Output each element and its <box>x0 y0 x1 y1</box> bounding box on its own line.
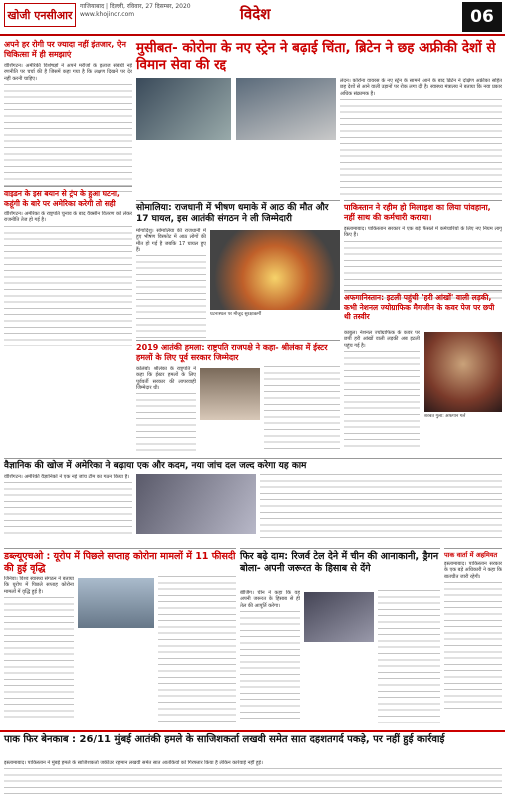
main-body <box>340 78 502 198</box>
article-right <box>444 548 502 721</box>
issue-meta <box>80 3 230 19</box>
china-body <box>240 590 300 725</box>
article-afghan <box>344 290 502 322</box>
srilanka-body <box>136 366 196 456</box>
body-text-lines <box>344 351 420 450</box>
body-text-lines <box>136 393 196 456</box>
science-photo <box>136 474 256 534</box>
headline: पाक वार्ता में अहमियत <box>444 551 498 559</box>
headline: पाकिस्तान ने रहीम हो मिलाइश का लिया पांवहाना, नहीं साथ की कर्मचारी कराया। <box>344 203 491 222</box>
headline: अपने हर रोगी पर ज्यादा नहीं इंतजार, ऐन चिकित्सा में ही समझाएं <box>4 40 126 59</box>
body-text-lines <box>264 366 340 454</box>
body-text-lines <box>444 582 502 712</box>
body-text-lines <box>4 768 502 796</box>
article-bottom <box>0 730 505 802</box>
headline: वाइडन के इस बयान से ट्रंप के हुआ घटना, कहूंगी के बारे पर अमेरिका करेगी तो सही <box>4 189 120 208</box>
body-text: जिनेवा। विश्व स्वास्थ्य संगठन ने बताया कि यूरोप में पिछले सप्ताह कोरोना मामलों में वृद्धि हुई है। <box>4 576 74 595</box>
plane-photo <box>236 78 336 140</box>
body-text-lines <box>4 597 74 722</box>
virus-photo <box>136 78 231 140</box>
body-text: इस्लामाबाद। पाकिस्तान सरकार ने एक बड़े फैसले में कर्मचारियों के लिए नए नियम लागू किए हैं। <box>344 226 502 239</box>
main-headline: मुसीबत- कोरोना के नए स्ट्रेन ने बढ़ाई चिंता, ब्रिटेन ने छह अफ्रीकी देशों से विमान सेवा की रद्द <box>136 40 496 73</box>
who-body-2 <box>158 576 236 726</box>
header-rule <box>0 34 505 36</box>
article-somalia <box>136 200 340 225</box>
issue-date: गाजियाबाद | दिल्ली, रविवार, 27 दिसम्बर, 2020 <box>80 3 191 10</box>
article-body <box>444 561 502 721</box>
china-body-2 <box>378 590 440 725</box>
body-text: इस्लामाबाद। पाकिस्तान ने मुंबई हमले के साजिशकर्ता जकीउर रहमान लखवी समेत सात आतंकियों को गिरफ्तार किया है लेकिन कार्रवाई नहीं हुई। <box>4 760 263 766</box>
body-text: बीजिंग। चीन ने कहा कि वह अपनी जरूरत के हिसाब से ही तेल की आपूर्ति करेगा। <box>240 590 300 609</box>
body-text: कोलंबो। श्रीलंका के राष्ट्रपति ने कहा कि ईस्टर हमलों के लिए पूर्ववर्ती सरकार की लापरवाही जिम्मेदार थी। <box>136 366 196 391</box>
masthead <box>0 0 505 36</box>
body-text-lines <box>340 99 502 198</box>
body-text: इस्लामाबाद। पाकिस्तान सरकार के एक बड़े अधिकारी ने कहा कि बातचीत जारी रहेगी। <box>444 561 502 580</box>
china-photo <box>304 592 374 642</box>
body-text-lines <box>158 576 236 724</box>
section-title: विदेश <box>240 5 271 23</box>
afghan-body <box>344 330 420 450</box>
article-top-left <box>4 40 132 193</box>
headline: डब्ल्यूएचओ : यूरोप में पिछले सप्ताह कोरोना मामलों में 11 फीसदी की हुई वृद्धि <box>4 551 236 574</box>
body-text-lines <box>4 84 132 193</box>
blast-photo <box>210 230 340 310</box>
article-vaccine <box>4 186 132 351</box>
article-science <box>4 458 502 472</box>
body-text-lines <box>378 590 440 723</box>
body-text-lines <box>4 226 132 346</box>
headline: अफगानिस्तान: इटली पहुंची 'हरी आंखों' वाली लड़की, कभी नेशनल ज्योग्राफिक मैगजीन के कवर पेज पर छपी थी तस्वीर <box>344 293 495 321</box>
girl-portrait <box>424 332 502 412</box>
body-text: लंदन। कोरोना वायरस के नए स्ट्रेन के सामने आने के बाद ब्रिटेन ने दक्षिण अफ्रीका सहित छह देशों से आने वाली उड़ानों पर रोक लगा दी है। स्वास्थ्य मंत्रालय ने बताया कि नया प्रकार अधिक संक्रामक है। <box>340 78 502 97</box>
headline: फिर बढ़े दाम: रिजर्व टेल देने में चीन की आनाकानी, ड्रैगन बोला- अपनी जरूरत के हिसाब से देंगे <box>240 551 439 574</box>
issue-site: www.khojincr.com <box>80 11 135 18</box>
body-text-lines <box>260 474 502 542</box>
article-who <box>4 548 236 575</box>
who-body <box>4 576 74 726</box>
body-text: वॉशिंगटन। अमेरिकी वैज्ञानिकों ने एक नई जांच टीम का गठन किया है। <box>4 474 130 480</box>
headline: सोमालिया: राजधानी में भीषण धमाके में आठ की मौत और 17 घायल, इस आतंकी संगठन ने ली जिम्मेदारी <box>136 203 329 224</box>
headline: 2019 आतंकी हमला: राष्ट्रपति राजपक्षे ने कहा- श्रीलंका में ईस्टर हमलों के लिए पूर्व सरकार जिम्मेदार <box>136 343 328 362</box>
body-text: काबुल। नेशनल ज्योग्राफिक के कवर पर छपी हरी आंखों वाली लड़की अब इटली पहुंच गई है। <box>344 330 420 349</box>
body-text: मोगादिशु। सोमालिया की राजधानी में हुए भीषण विस्फोट में आठ लोगों की मौत हो गई है जबकि 17 घायल हुए हैं। <box>136 228 206 253</box>
article-body <box>4 211 132 351</box>
newspaper-logo: खोजी एनसीआर <box>4 3 76 27</box>
article-main <box>136 40 502 74</box>
photo-caption: शरबत गुला: अफगान गर्ल <box>424 414 466 419</box>
body-text-lines <box>136 255 206 338</box>
science-col-1 <box>4 474 132 544</box>
president-photo <box>200 368 260 420</box>
article-body <box>4 63 132 193</box>
somalia-body <box>136 228 206 338</box>
body-text-lines <box>240 611 300 723</box>
bottom-headline: पाक फिर बेनकाब : 26/11 मुंबई आतंकी हमले के साजिशकर्ता लखवी समेत सात दहशतगर्द पकड़े, पर नहीं हुई कार्रवाई <box>4 734 445 745</box>
page-number: 06 <box>462 2 502 32</box>
science-col-2 <box>260 474 502 544</box>
who-photo <box>78 578 154 628</box>
article-srilanka <box>136 340 340 363</box>
headline: वैज्ञानिक की खोज में अमेरिका ने बढ़ाया एक और कदम, नया जांच दल जल्द करेगा यह काम <box>4 461 307 471</box>
body-text-lines <box>4 482 132 537</box>
body-text: वॉशिंगटन। अमेरिका के राष्ट्रपति चुनाव के बाद वैक्सीन वितरण को लेकर राजनीति तेज हो गई है। <box>4 211 132 224</box>
photo-caption: घटनास्थल पर मौजूद सुरक्षाकर्मी <box>210 312 262 317</box>
srilanka-body-2 <box>264 366 340 456</box>
bottom-body <box>4 760 502 800</box>
article-china <box>240 548 440 575</box>
body-text: वॉशिंगटन। अमेरिकी विशेषज्ञों ने अपने मरीजों के इलाज संबंधी नई रणनीति पर चर्चा की है जिसमें कहा गया है कि लक्षण दिखने पर देर नहीं करनी चाहिए। <box>4 63 132 82</box>
